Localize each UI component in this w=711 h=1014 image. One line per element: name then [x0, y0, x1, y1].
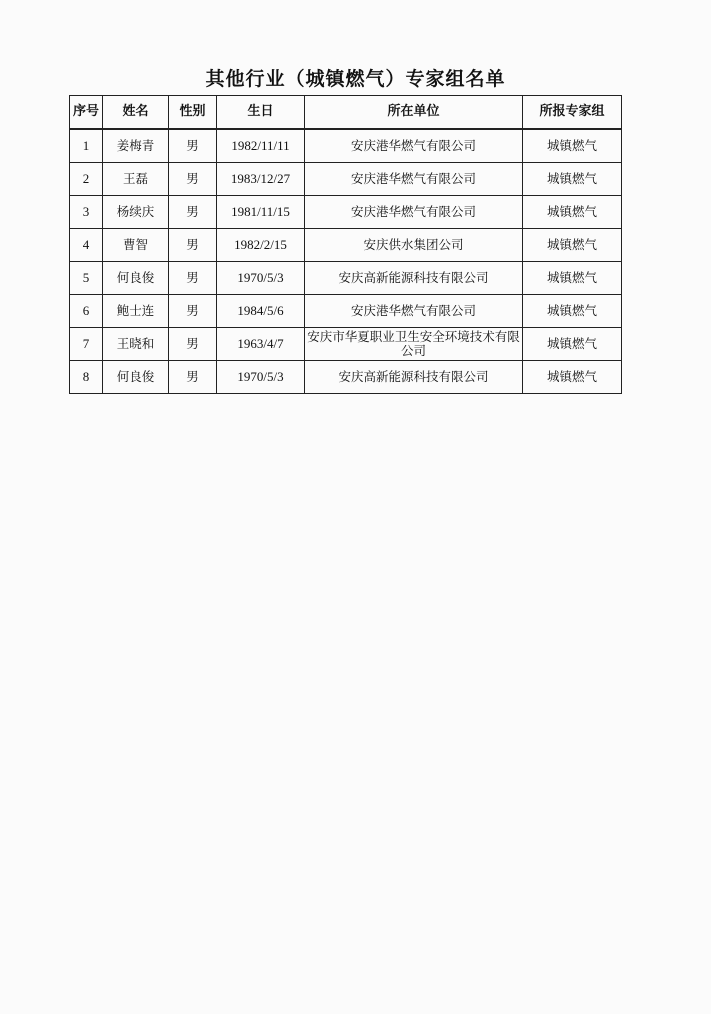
header-gender: 性别	[169, 96, 217, 130]
cell-unit: 安庆高新能源科技有限公司	[305, 262, 523, 295]
cell-no: 3	[70, 196, 103, 229]
cell-no: 2	[70, 163, 103, 196]
cell-group: 城镇燃气	[523, 262, 622, 295]
header-no: 序号	[70, 96, 103, 130]
cell-unit: 安庆供水集团公司	[305, 229, 523, 262]
cell-gender: 男	[169, 129, 217, 163]
cell-no: 8	[70, 361, 103, 394]
cell-name: 杨续庆	[103, 196, 169, 229]
cell-gender: 男	[169, 295, 217, 328]
cell-gender: 男	[169, 229, 217, 262]
table-row	[70, 163, 622, 196]
cell-gender: 男	[169, 196, 217, 229]
cell-no: 7	[70, 328, 103, 361]
cell-name: 姜梅青	[103, 129, 169, 163]
table-header-row	[70, 96, 622, 130]
cell-no: 1	[70, 129, 103, 163]
cell-group: 城镇燃气	[523, 295, 622, 328]
cell-name: 何良俊	[103, 262, 169, 295]
table-row	[70, 328, 622, 361]
cell-no: 4	[70, 229, 103, 262]
header-birthday: 生日	[217, 96, 305, 130]
cell-group: 城镇燃气	[523, 196, 622, 229]
table-row	[70, 295, 622, 328]
cell-name: 何良俊	[103, 361, 169, 394]
header-group: 所报专家组	[523, 96, 622, 130]
cell-name: 曹智	[103, 229, 169, 262]
cell-unit: 安庆港华燃气有限公司	[305, 129, 523, 163]
table-row	[70, 262, 622, 295]
table-row	[70, 361, 622, 394]
cell-birthday: 1981/11/15	[217, 196, 305, 229]
cell-gender: 男	[169, 262, 217, 295]
cell-birthday: 1963/4/7	[217, 328, 305, 361]
table-row	[70, 129, 622, 163]
cell-birthday: 1970/5/3	[217, 361, 305, 394]
page-title: 其他行业（城镇燃气）专家组名单	[205, 68, 506, 90]
table-row	[70, 229, 622, 262]
header-unit: 所在单位	[305, 96, 523, 130]
cell-no: 5	[70, 262, 103, 295]
header-name: 姓名	[103, 96, 169, 130]
cell-group: 城镇燃气	[523, 328, 622, 361]
table-row	[70, 196, 622, 229]
cell-name: 鲍士连	[103, 295, 169, 328]
cell-gender: 男	[169, 328, 217, 361]
cell-unit: 安庆港华燃气有限公司	[305, 163, 523, 196]
cell-unit: 安庆市华夏职业卫生安全环境技术有限公司	[305, 328, 523, 361]
cell-birthday: 1982/11/11	[217, 129, 305, 163]
cell-name: 王晓和	[103, 328, 169, 361]
cell-birthday: 1982/2/15	[217, 229, 305, 262]
cell-name: 王磊	[103, 163, 169, 196]
cell-group: 城镇燃气	[523, 163, 622, 196]
cell-gender: 男	[169, 361, 217, 394]
cell-birthday: 1984/5/6	[217, 295, 305, 328]
cell-no: 6	[70, 295, 103, 328]
cell-unit: 安庆港华燃气有限公司	[305, 295, 523, 328]
cell-group: 城镇燃气	[523, 361, 622, 394]
cell-gender: 男	[169, 163, 217, 196]
expert-list-table	[69, 95, 622, 394]
cell-unit: 安庆高新能源科技有限公司	[305, 361, 523, 394]
cell-group: 城镇燃气	[523, 129, 622, 163]
cell-birthday: 1970/5/3	[217, 262, 305, 295]
cell-unit: 安庆港华燃气有限公司	[305, 196, 523, 229]
cell-group: 城镇燃气	[523, 229, 622, 262]
cell-birthday: 1983/12/27	[217, 163, 305, 196]
